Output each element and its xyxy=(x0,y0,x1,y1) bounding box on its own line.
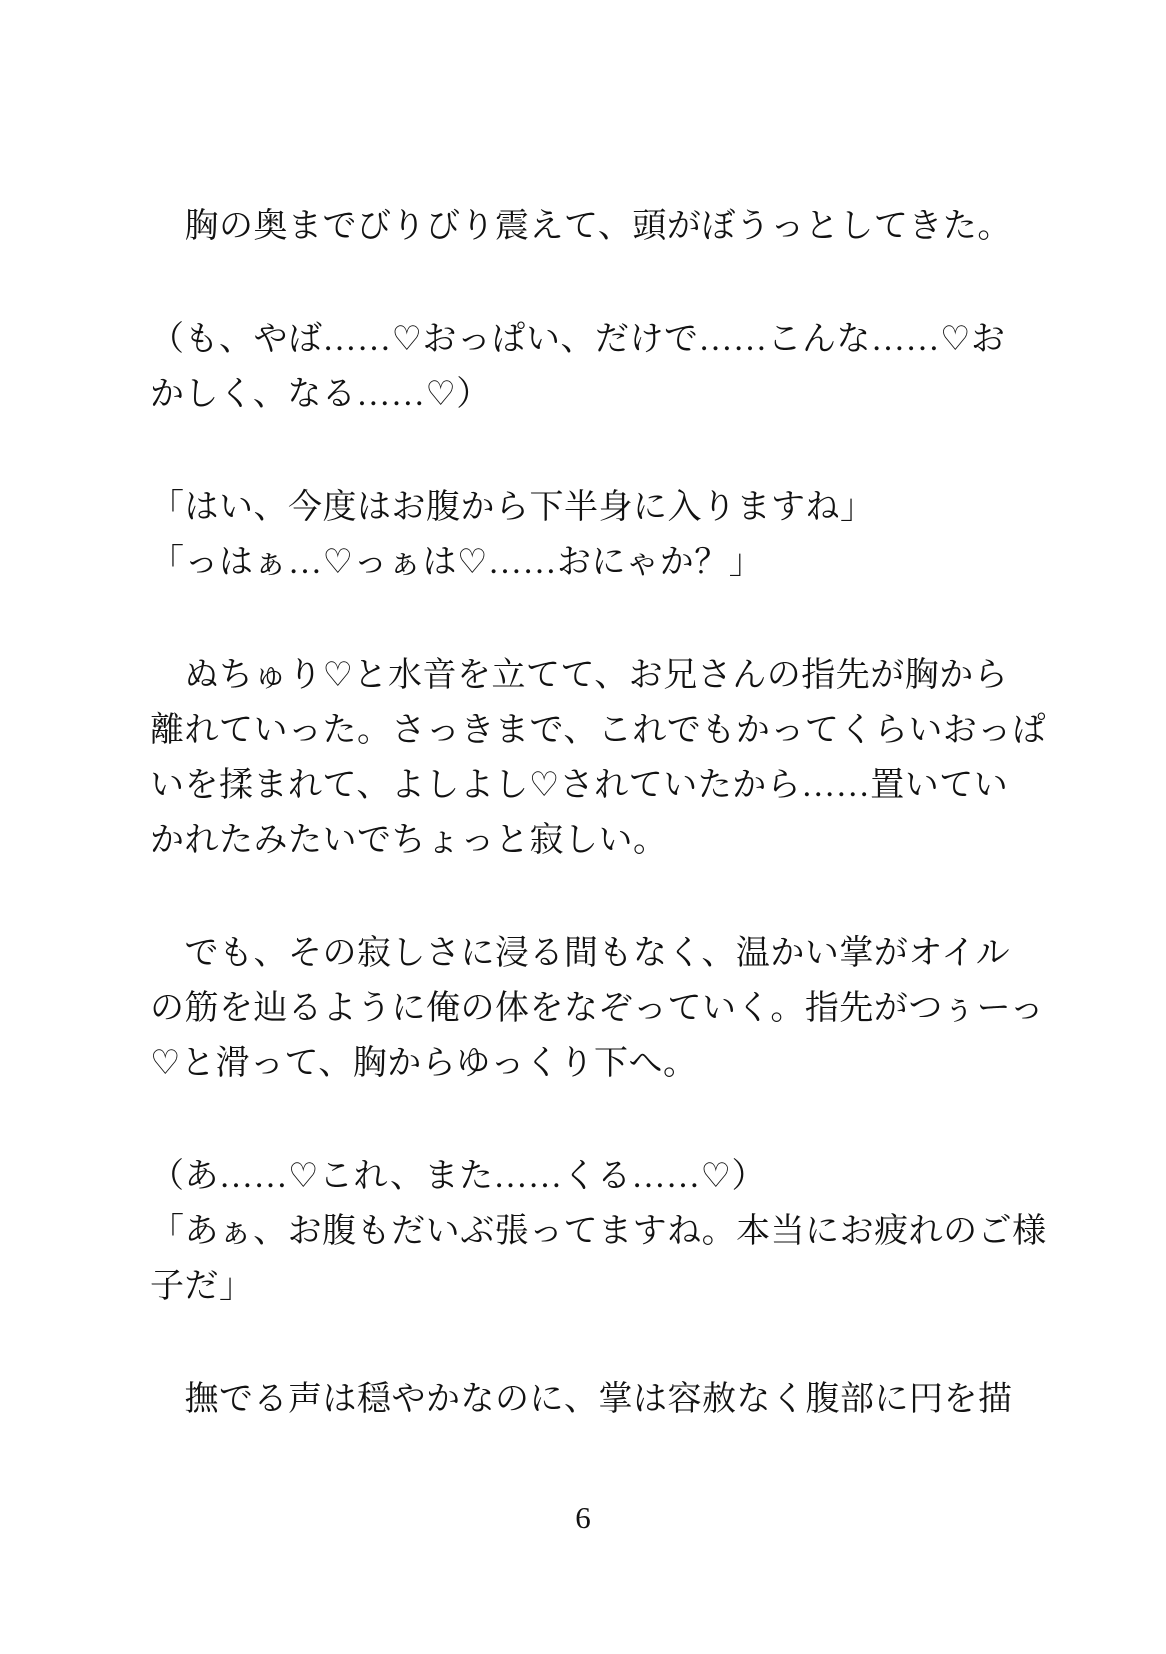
text-line: （あ……♡これ、また……くる……♡） xyxy=(150,1158,767,1195)
text-line: 子だ」 xyxy=(150,1268,254,1305)
text-line: でも、その寂しさに浸る間もなく、温かい掌がオイル xyxy=(150,935,1011,972)
text-line: の筋を辿るように俺の体をなぞっていく。指先がつぅーっ xyxy=(150,990,1045,1027)
text-body xyxy=(150,199,1050,1427)
text-line: 「あぁ、お腹もだいぶ張ってますね。本当にお疲れのご様 xyxy=(150,1213,1047,1250)
paragraph xyxy=(150,1149,1050,1314)
paragraph xyxy=(150,1372,1050,1427)
page-number: 6 xyxy=(575,1500,591,1535)
text-line: ♡と滑って、胸からゆっくり下へ。 xyxy=(150,1045,698,1082)
text-line: 「はい、今度はお腹から下半身に入りますね」 xyxy=(150,489,875,526)
paragraph xyxy=(150,312,1050,422)
text-line: 胸の奥までびりびり震えて、頭がぼうっとしてきた。 xyxy=(150,208,1012,245)
text-line: かしく、なる……♡） xyxy=(150,376,491,413)
text-line: いを揉まれて、よしよし♡されていたから……置いてい xyxy=(150,767,1009,804)
text-line: 撫でる声は穏やかなのに、掌は容赦なく腹部に円を描 xyxy=(150,1381,1013,1418)
paragraph xyxy=(150,926,1050,1091)
text-line: ぬちゅり♡と水音を立てて、お兄さんの指先が胸から xyxy=(150,657,1009,694)
paragraph xyxy=(150,480,1050,590)
text-line: 「っはぁ…♡っぁは♡……おにゃか？」 xyxy=(150,544,764,581)
paragraph xyxy=(150,648,1050,868)
paragraph xyxy=(150,199,1050,254)
text-line: 離れていった。さっきまで、これでもかってくらいおっぱ xyxy=(150,712,1047,749)
text-line: かれたみたいでちょっと寂しい。 xyxy=(150,822,668,859)
text-line: （も、やば……♡おっぱい、だけで……こんな……♡お xyxy=(150,321,1006,358)
